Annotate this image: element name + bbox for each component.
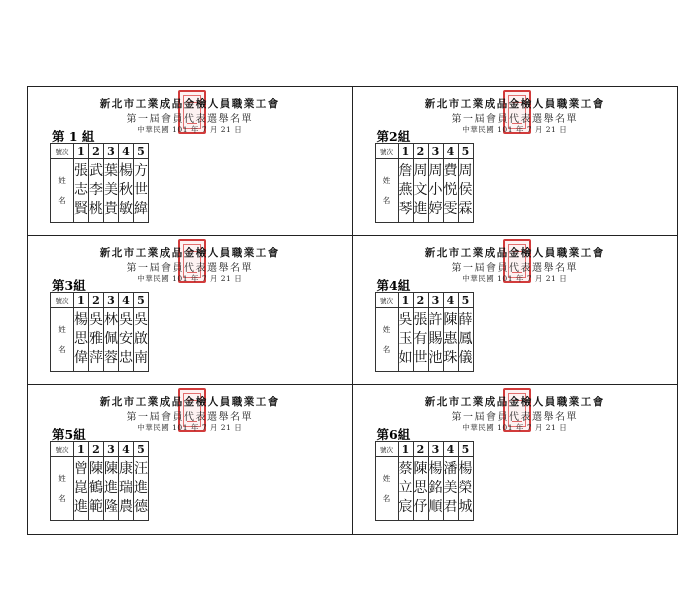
- name-char: 進: [104, 480, 118, 496]
- name-char: 珠: [443, 350, 458, 366]
- candidate-number: 1: [398, 144, 413, 159]
- candidate-name: [444, 457, 458, 520]
- name-char: 楊: [119, 163, 133, 179]
- name-char: 美: [443, 480, 458, 496]
- name-char: 潘: [443, 461, 458, 477]
- roster-sheet: [27, 86, 678, 535]
- name-char: 榮: [458, 480, 473, 496]
- candidate-table: [375, 441, 474, 521]
- candidate-number: 2: [89, 293, 104, 308]
- name-char: 範: [89, 499, 103, 515]
- union-title: 新北市工業成品金檢人員職業工會: [99, 396, 280, 408]
- name-label-char: 名: [382, 493, 391, 503]
- name-char: 費: [443, 163, 458, 179]
- number-row: [51, 144, 149, 159]
- candidate-name-cell: [443, 159, 458, 223]
- name-char: 楊: [428, 461, 443, 477]
- name-char: 進: [134, 480, 148, 496]
- candidate-name: [89, 308, 103, 371]
- name-side-label: [375, 159, 398, 223]
- name-char: 侯: [458, 182, 473, 198]
- union-title: 新北市工業成品金檢人員職業工會: [99, 98, 280, 110]
- candidate-name-cell: [398, 159, 413, 223]
- candidate-name: [119, 457, 133, 520]
- name-char: 雅: [89, 331, 103, 347]
- name-char: 緯: [134, 201, 148, 217]
- election-date: 中華民國 101 年 7 月 21 日: [137, 423, 243, 432]
- name-char: 汪: [134, 461, 148, 477]
- candidate-number: 3: [104, 442, 119, 457]
- candidate-name: [429, 159, 443, 222]
- candidate-number: 4: [443, 144, 458, 159]
- group-card: [353, 236, 678, 385]
- name-char: 世: [413, 350, 428, 366]
- name-label-char: 名: [382, 344, 391, 354]
- name-label-char: 姓: [382, 473, 391, 483]
- group-label: 第4組: [376, 278, 411, 293]
- name-char: 伃: [413, 499, 428, 515]
- name-char: 南: [134, 350, 148, 366]
- candidate-number: 4: [119, 293, 134, 308]
- candidate-table: [50, 441, 149, 521]
- candidate-name-cell: [458, 308, 473, 372]
- candidate-number: 1: [74, 293, 89, 308]
- election-date: 中華民國 101 年 7 月 21 日: [137, 125, 243, 134]
- number-row: [375, 293, 473, 308]
- candidate-table: [50, 143, 149, 223]
- name-char: 世: [134, 182, 148, 198]
- candidate-number: 5: [458, 293, 473, 308]
- candidate-name-cell: [413, 457, 428, 521]
- name-char: 儀: [458, 350, 473, 366]
- candidate-table: [50, 292, 149, 372]
- name-char: 瑞: [119, 480, 133, 496]
- name-char: 林: [104, 312, 118, 328]
- election-subtitle: 第一屆會員代表選舉名單: [451, 263, 578, 274]
- number-header-label: 號次: [375, 144, 398, 159]
- election-subtitle: 第一屆會員代表選舉名單: [451, 412, 578, 423]
- name-char: 敏: [119, 201, 133, 217]
- name-char: 周: [458, 163, 473, 179]
- name-char: 康: [119, 461, 133, 477]
- name-char: 美: [104, 182, 118, 198]
- name-row: [375, 457, 473, 521]
- name-char: 許: [428, 312, 443, 328]
- candidate-name-cell: [89, 457, 104, 521]
- name-char: 安: [119, 331, 133, 347]
- group-card: [28, 87, 353, 236]
- name-side-label: [51, 159, 74, 223]
- number-row: [375, 442, 473, 457]
- candidate-number: 1: [74, 442, 89, 457]
- name-char: 霖: [458, 201, 473, 217]
- name-side-label: [51, 308, 74, 372]
- candidate-name: [134, 457, 148, 520]
- candidate-name-cell: [413, 159, 428, 223]
- candidate-name-cell: [119, 159, 134, 223]
- number-header-label: 號次: [51, 293, 74, 308]
- candidate-number: 3: [428, 293, 443, 308]
- candidate-name-cell: [89, 308, 104, 372]
- candidate-name: [459, 159, 473, 222]
- candidate-name: [459, 457, 473, 520]
- name-row: [375, 308, 473, 372]
- group-label: 第3組: [52, 278, 86, 293]
- number-header-label: 號次: [51, 442, 74, 457]
- name-side-label: [375, 308, 398, 372]
- name-char: 周: [413, 163, 428, 179]
- candidate-number: 3: [104, 144, 119, 159]
- candidate-name-cell: [74, 159, 89, 223]
- name-char: 張: [74, 163, 88, 179]
- candidate-name: [134, 308, 148, 371]
- candidate-name: [74, 457, 88, 520]
- name-char: 進: [413, 201, 428, 217]
- candidate-name: [414, 159, 428, 222]
- candidate-number: 1: [74, 144, 89, 159]
- union-title: 新北市工業成品金檢人員職業工會: [424, 98, 605, 110]
- election-subtitle: 第一屆會員代表選舉名單: [451, 114, 578, 125]
- candidate-name-cell: [104, 159, 119, 223]
- candidate-name-cell: [398, 308, 413, 372]
- name-label-char: 名: [58, 493, 66, 503]
- name-char: 方: [134, 163, 148, 179]
- candidate-number: 5: [134, 293, 149, 308]
- name-label-char: 姓: [58, 175, 66, 185]
- name-char: 周: [428, 163, 443, 179]
- group-label: 第6組: [376, 427, 411, 442]
- group-card: [28, 236, 353, 385]
- name-row: [375, 159, 473, 223]
- name-char: 立: [398, 480, 413, 496]
- name-char: 思: [74, 331, 88, 347]
- group-card: [28, 385, 353, 534]
- name-char: 秋: [119, 182, 133, 198]
- candidate-name: [104, 457, 118, 520]
- name-char: 城: [458, 499, 473, 515]
- union-title: 新北市工業成品金檢人員職業工會: [424, 247, 605, 259]
- candidate-name: [134, 159, 148, 222]
- name-label-char: 姓: [58, 473, 66, 483]
- name-char: 宸: [398, 499, 413, 515]
- name-char: 曾: [74, 461, 88, 477]
- name-label-char: 名: [382, 195, 391, 205]
- candidate-number: 3: [428, 442, 443, 457]
- name-char: 燕: [398, 182, 413, 198]
- candidate-name-cell: [134, 457, 149, 521]
- election-subtitle: 第一屆會員代表選舉名單: [126, 263, 253, 274]
- name-char: 詹: [398, 163, 413, 179]
- candidate-number: 2: [89, 442, 104, 457]
- name-char: 陳: [104, 461, 118, 477]
- candidate-name-cell: [119, 457, 134, 521]
- name-char: 雯: [443, 201, 458, 217]
- candidate-name: [119, 308, 133, 371]
- name-char: 陳: [413, 461, 428, 477]
- group-label: 第5組: [52, 427, 86, 442]
- candidate-name: [429, 457, 443, 520]
- name-char: 池: [428, 350, 443, 366]
- candidate-name: [444, 159, 458, 222]
- candidate-name-cell: [134, 159, 149, 223]
- name-char: 陳: [443, 312, 458, 328]
- name-char: 悦: [443, 182, 458, 198]
- candidate-number: 5: [458, 144, 473, 159]
- name-char: 忠: [119, 350, 133, 366]
- name-char: 桃: [89, 201, 103, 217]
- name-char: 武: [89, 163, 103, 179]
- name-char: 李: [89, 182, 103, 198]
- name-char: 順: [428, 499, 443, 515]
- group-card: [353, 385, 678, 534]
- candidate-number: 3: [104, 293, 119, 308]
- candidate-name-cell: [428, 159, 443, 223]
- group-card: [353, 87, 678, 236]
- name-char: 蔡: [398, 461, 413, 477]
- number-row: [51, 293, 149, 308]
- name-char: 薛: [458, 312, 473, 328]
- name-char: 鳳: [458, 331, 473, 347]
- candidate-name-cell: [104, 457, 119, 521]
- name-char: 佩: [104, 331, 118, 347]
- name-char: 葉: [104, 163, 118, 179]
- name-char: 惠: [443, 331, 458, 347]
- name-char: 張: [413, 312, 428, 328]
- name-char: 隆: [104, 499, 118, 515]
- candidate-name: [104, 308, 118, 371]
- name-char: 小: [428, 182, 443, 198]
- candidate-number: 5: [458, 442, 473, 457]
- name-label-char: 姓: [382, 175, 391, 185]
- candidate-name-cell: [458, 159, 473, 223]
- candidate-number: 4: [119, 442, 134, 457]
- name-char: 偉: [74, 350, 88, 366]
- candidate-number: 2: [413, 442, 428, 457]
- name-char: 蓉: [104, 350, 118, 366]
- candidate-table: [375, 292, 474, 372]
- number-header-label: 號次: [375, 293, 398, 308]
- candidate-name-cell: [104, 308, 119, 372]
- election-date: 中華民國 101 年 7 月 21 日: [137, 274, 243, 283]
- name-char: 德: [134, 499, 148, 515]
- candidate-name: [444, 308, 458, 371]
- name-char: 銘: [428, 480, 443, 496]
- name-char: 吳: [134, 312, 148, 328]
- name-label-char: 姓: [382, 324, 391, 334]
- candidate-number: 2: [413, 144, 428, 159]
- number-row: [375, 144, 473, 159]
- candidate-number: 4: [443, 442, 458, 457]
- candidate-number: 1: [398, 442, 413, 457]
- name-char: 婷: [428, 201, 443, 217]
- candidate-name-cell: [398, 457, 413, 521]
- name-char: 賜: [428, 331, 443, 347]
- name-char: 玉: [398, 331, 413, 347]
- election-date: 中華民國 101 年 7 月 21 日: [462, 423, 568, 432]
- name-char: 農: [119, 499, 133, 515]
- candidate-name: [399, 159, 413, 222]
- name-char: 吳: [119, 312, 133, 328]
- name-char: 文: [413, 182, 428, 198]
- candidate-name-cell: [119, 308, 134, 372]
- candidate-number: 1: [398, 293, 413, 308]
- candidate-name: [104, 159, 118, 222]
- candidate-name-cell: [74, 457, 89, 521]
- candidate-table: [375, 143, 474, 223]
- candidate-name-cell: [413, 308, 428, 372]
- candidate-name: [429, 308, 443, 371]
- name-label-char: 姓: [58, 324, 66, 334]
- name-char: 楊: [74, 312, 88, 328]
- name-char: 啟: [134, 331, 148, 347]
- candidate-number: 2: [413, 293, 428, 308]
- candidate-number: 2: [89, 144, 104, 159]
- candidate-name: [89, 457, 103, 520]
- name-side-label: [51, 457, 74, 521]
- candidate-name-cell: [428, 457, 443, 521]
- candidate-name: [399, 308, 413, 371]
- name-char: 吳: [89, 312, 103, 328]
- name-row: [51, 457, 149, 521]
- candidate-name: [89, 159, 103, 222]
- candidate-number: 5: [134, 144, 149, 159]
- number-header-label: 號次: [375, 442, 398, 457]
- name-char: 思: [413, 480, 428, 496]
- union-title: 新北市工業成品金檢人員職業工會: [99, 247, 280, 259]
- name-row: [51, 308, 149, 372]
- number-header-label: 號次: [51, 144, 74, 159]
- name-char: 鶴: [89, 480, 103, 496]
- candidate-name: [414, 457, 428, 520]
- name-char: 楊: [458, 461, 473, 477]
- name-char: 如: [398, 350, 413, 366]
- election-subtitle: 第一屆會員代表選舉名單: [126, 114, 253, 125]
- name-label-char: 名: [58, 344, 66, 354]
- candidate-name: [399, 457, 413, 520]
- number-row: [51, 442, 149, 457]
- candidate-name: [119, 159, 133, 222]
- candidate-name: [414, 308, 428, 371]
- name-char: 萍: [89, 350, 103, 366]
- candidate-name: [459, 308, 473, 371]
- name-char: 有: [413, 331, 428, 347]
- candidate-name-cell: [74, 308, 89, 372]
- name-side-label: [375, 457, 398, 521]
- name-char: 貴: [104, 201, 118, 217]
- name-char: 琴: [398, 201, 413, 217]
- candidate-name: [74, 159, 88, 222]
- candidate-name: [74, 308, 88, 371]
- candidate-name-cell: [443, 308, 458, 372]
- candidate-name-cell: [428, 308, 443, 372]
- candidate-number: 4: [119, 144, 134, 159]
- candidate-name-cell: [89, 159, 104, 223]
- name-char: 吳: [398, 312, 413, 328]
- candidate-name-cell: [134, 308, 149, 372]
- union-title: 新北市工業成品金檢人員職業工會: [424, 396, 605, 408]
- election-subtitle: 第一屆會員代表選舉名單: [126, 412, 253, 423]
- name-char: 志: [74, 182, 88, 198]
- candidate-name-cell: [443, 457, 458, 521]
- name-char: 陳: [89, 461, 103, 477]
- election-date: 中華民國 101 年 7 月 21 日: [462, 125, 568, 134]
- group-label: 第 1 組: [52, 129, 95, 144]
- candidate-number: 5: [134, 442, 149, 457]
- name-char: 賢: [74, 201, 88, 217]
- election-date: 中華民國 101 年 7 月 21 日: [462, 274, 568, 283]
- candidate-number: 3: [428, 144, 443, 159]
- candidate-name-cell: [458, 457, 473, 521]
- name-row: [51, 159, 149, 223]
- name-char: 進: [74, 499, 88, 515]
- name-char: 君: [443, 499, 458, 515]
- name-char: 崑: [74, 480, 88, 496]
- candidate-number: 4: [443, 293, 458, 308]
- name-label-char: 名: [58, 195, 66, 205]
- group-label: 第2組: [376, 129, 411, 144]
